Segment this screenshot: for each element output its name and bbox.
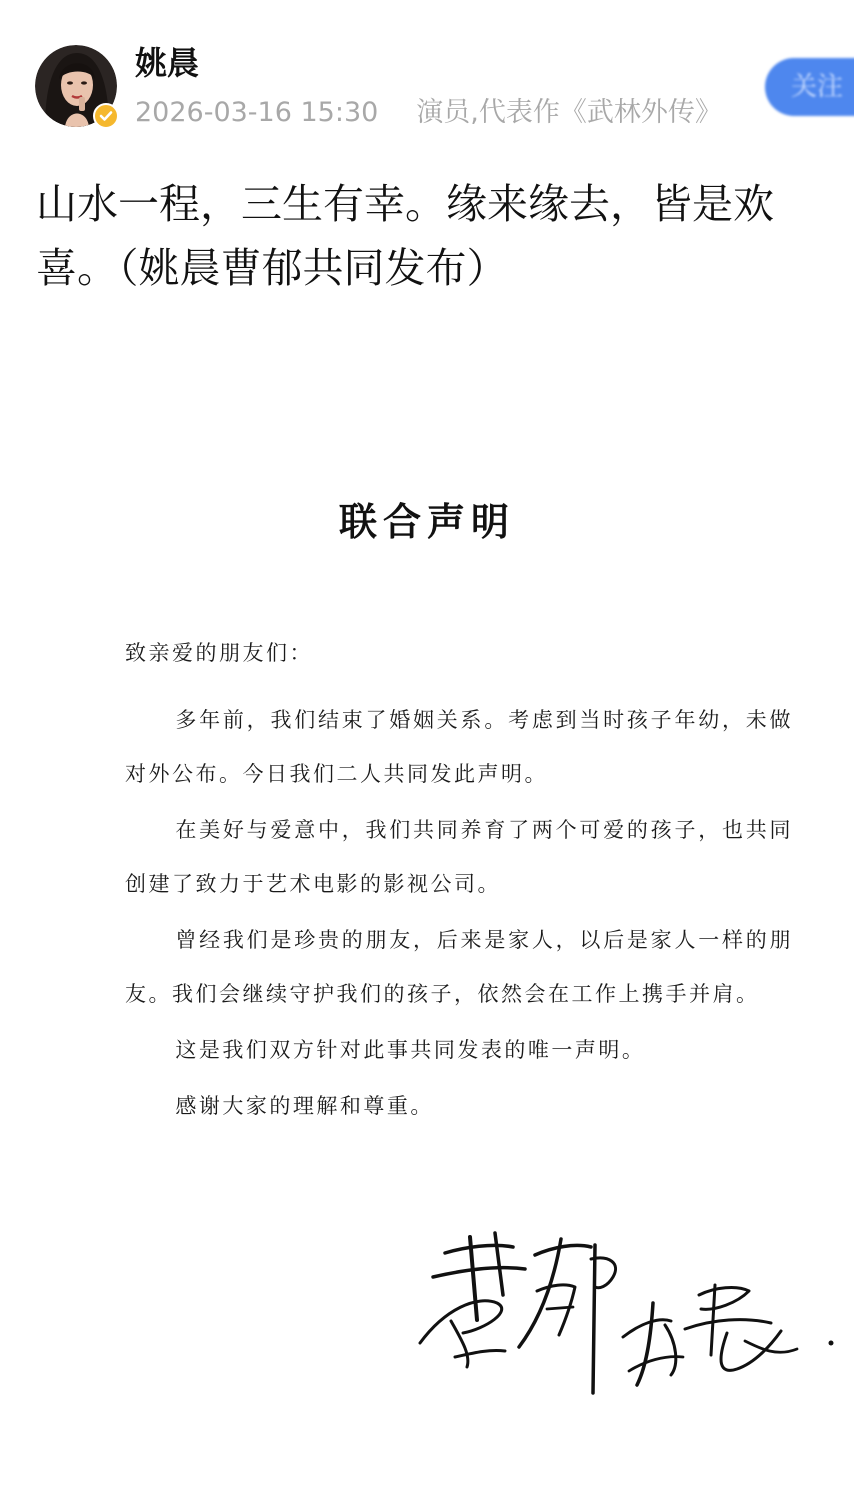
follow-button[interactable]: 关注	[765, 58, 854, 116]
statement-paragraph: 曾经我们是珍贵的朋友，后来是家人，以后是家人一样的朋友。我们会继续守护我们的孩子，依然会在工作上携手并肩。	[125, 928, 793, 1006]
statement-paragraph: 多年前，我们结束了婚姻关系。考虑到当时孩子年幼，未做对外公布。今日我们二人共同发此声明。	[125, 708, 793, 786]
author-name[interactable]: 姚晨	[135, 44, 200, 82]
statement-paragraph: 在美好与爱意中，我们共同养育了两个可爱的孩子，也共同创建了致力于艺术电影的影视公司。	[125, 818, 793, 896]
statement-paragraph: 感谢大家的理解和尊重。	[175, 1094, 434, 1118]
statement-salutation: 致亲爱的朋友们：	[125, 641, 313, 665]
post-timestamp: 2026-03-16 15:30	[135, 97, 379, 128]
author-avatar[interactable]	[35, 45, 117, 127]
statement-title: 联合声明	[338, 499, 515, 544]
post-meta	[135, 96, 722, 130]
post-text: 山水一程，三生有幸。缘来缘去，皆是欢喜。（姚晨曹郁共同发布）	[36, 180, 774, 292]
author-description: 演员,代表作《武林外传》	[416, 97, 722, 128]
statement-body	[125, 633, 793, 1135]
handwritten-signature	[415, 1225, 845, 1405]
verified-badge-icon	[93, 103, 119, 129]
statement-paragraph: 这是我们双方针对此事共同发表的唯一声明。	[175, 1038, 646, 1062]
